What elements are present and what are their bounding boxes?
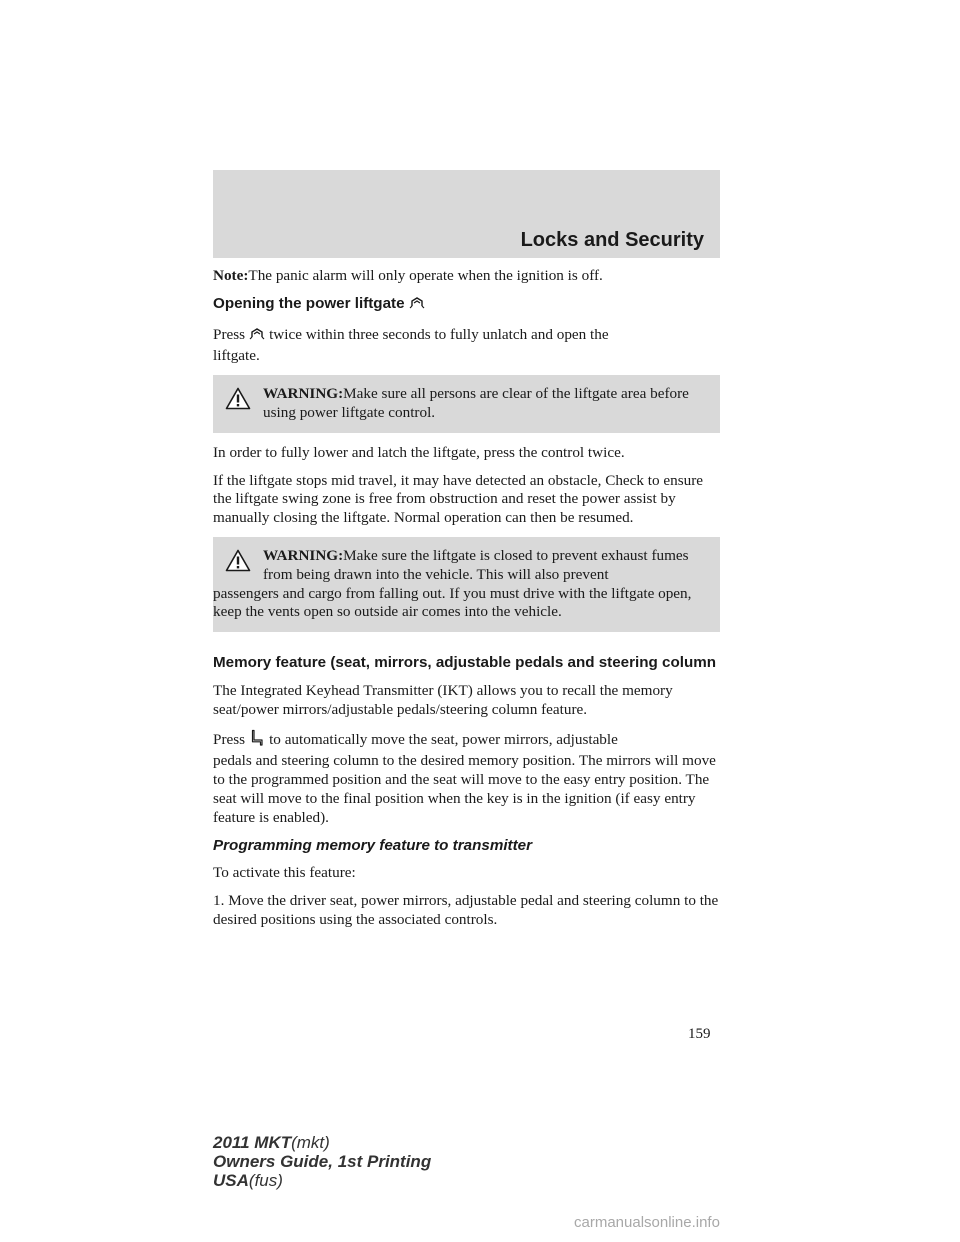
footer-guide: Owners Guide, 1st Printing bbox=[213, 1152, 432, 1171]
warning-triangle-icon bbox=[225, 549, 251, 578]
page-number: 159 bbox=[688, 1026, 711, 1042]
document-footer bbox=[213, 1133, 431, 1190]
warning-box-liftgate-area bbox=[213, 375, 720, 433]
warning-text: Make sure the liftgate is closed to prevent exhaust fumes from being drawn into the vehicle. This will also prevent bbox=[263, 546, 689, 583]
lower-liftgate-paragraph: In order to fully lower and latch the liftgate, press the control twice. bbox=[213, 443, 625, 461]
section-title: Locks and Security bbox=[520, 229, 704, 251]
programming-subheading: Programming memory feature to transmitter bbox=[213, 836, 533, 854]
ikt-paragraph: The Integrated Keyhead Transmitter (IKT) allows you to recall the memory seat/power mirrors/adjustable pedals/steering column feature. bbox=[213, 681, 673, 718]
liftgate-obstacle-paragraph: If the liftgate stops mid travel, it may have detected an obstacle, Check to ensure the liftgate swing zone is free from obstruction and reset the power assist by manually closing the liftgate. Normal operation can then be resumed. bbox=[213, 471, 704, 527]
warning-label: WARNING: bbox=[263, 546, 344, 564]
warning-text-continued: passengers and cargo from falling out. If you must drive with the liftgate open, keep the vents open so outside air comes into the vehicle. bbox=[213, 584, 692, 621]
warning-box-exhaust bbox=[213, 537, 720, 632]
memory-feature-heading: Memory feature (seat, mirrors, adjustable pedals and steering column bbox=[213, 654, 717, 672]
watermark-text: carmanualsonline.info bbox=[574, 1214, 720, 1231]
footer-market: USA bbox=[213, 1171, 249, 1190]
liftgate-heading: Opening the power liftgate bbox=[213, 295, 720, 317]
memory-seat-icon bbox=[249, 729, 265, 753]
warning-triangle-icon bbox=[225, 387, 251, 416]
page-content bbox=[213, 267, 720, 939]
note-text: The panic alarm will only operate when the ignition is off. bbox=[248, 267, 603, 284]
liftgate-button-icon bbox=[249, 326, 265, 348]
note-paragraph bbox=[213, 267, 720, 286]
footer-model: 2011 MKT bbox=[213, 1133, 292, 1152]
activate-paragraph: To activate this feature: bbox=[213, 864, 356, 882]
warning-text: Make sure all persons are clear of the liftgate area before using power liftgate control. bbox=[263, 385, 689, 421]
memory-press-paragraph: Press to automatically move the seat, power mirrors, adjustable pedals and steering column to the desired memory position. The mirrors will move to the programmed position and the seat will move to the easy entry position. The seat will move to the final position when the key is in the ignition (if easy entry feature is enabled). bbox=[213, 730, 716, 826]
footer-market-code: (fus) bbox=[248, 1171, 283, 1190]
footer-model-code: (mkt) bbox=[291, 1133, 330, 1152]
warning-label: WARNING: bbox=[263, 385, 344, 403]
liftgate-press-paragraph: Press twice within three seconds to fully unlatch and open the liftgate. bbox=[213, 325, 609, 365]
step-1-paragraph: 1. Move the driver seat, power mirrors, adjustable pedal and steering column to the desired positions using the associated controls. bbox=[213, 892, 719, 928]
liftgate-icon bbox=[409, 295, 425, 317]
note-label: Note: bbox=[213, 267, 249, 284]
section-header-band bbox=[213, 170, 720, 258]
